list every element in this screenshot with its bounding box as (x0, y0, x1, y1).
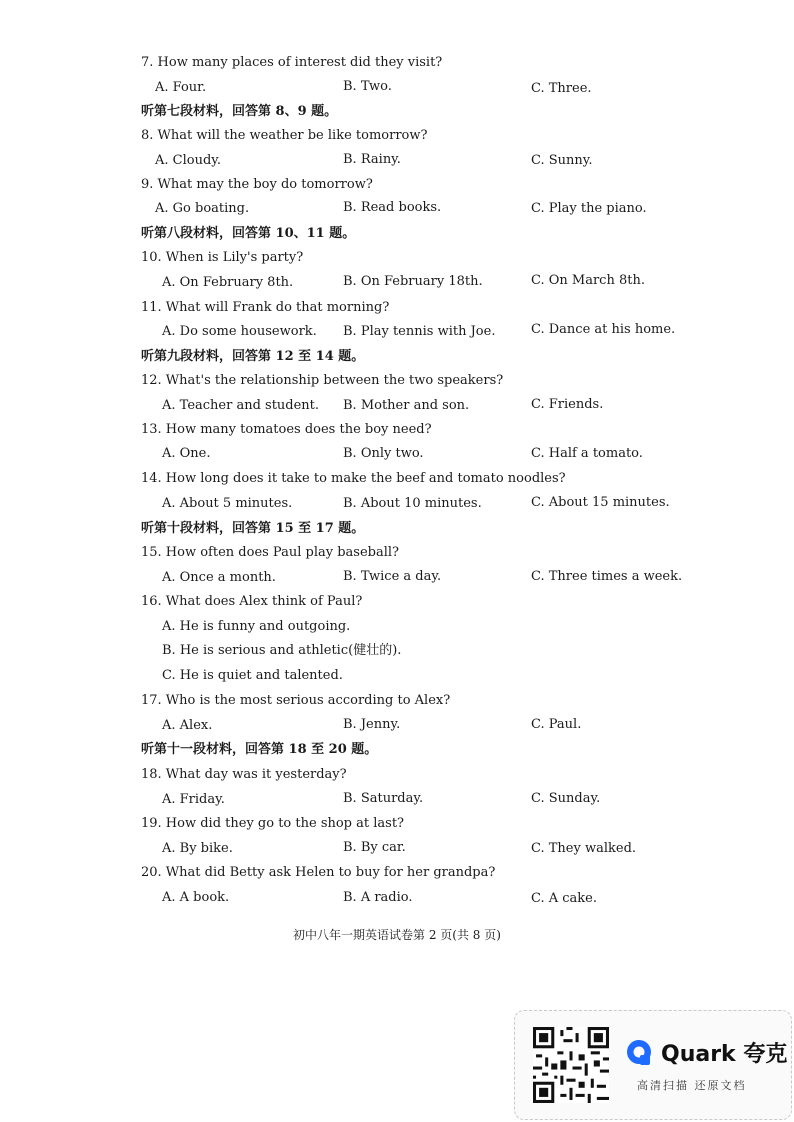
section-9-heading: 听第九段材料，回答第 12 至 14 题。 (141, 349, 365, 364)
q11-option-a: A. Do some housework. (162, 324, 317, 339)
q18-option-b: B. Saturday. (343, 791, 424, 806)
q7-option-c: C. Three. (531, 81, 592, 96)
section-7-heading: 听第七段材料，回答第 8、9 题。 (141, 104, 338, 119)
q19-option-a: A. By bike. (162, 841, 233, 856)
question-15: 15. How often does Paul play baseball? (141, 545, 400, 560)
q7-option-b: B. Two. (343, 79, 392, 94)
q18-option-c: C. Sunday. (531, 791, 601, 806)
q16-option-a: A. He is funny and outgoing. (162, 619, 351, 634)
q12-option-a: A. Teacher and student. (162, 398, 320, 413)
question-8: 8. What will the weather be like tomorrow? (141, 128, 428, 143)
question-7: 7. How many places of interest did they visit? (141, 55, 443, 70)
q17-option-c: C. Paul. (531, 717, 582, 732)
q8-option-c: C. Sunny. (531, 153, 593, 168)
question-12: 12. What's the relationship between the two speakers? (141, 373, 504, 388)
question-10: 10. When is Lily's party? (141, 250, 304, 265)
q10-option-a: A. On February 8th. (162, 275, 294, 290)
quark-watermark-badge (514, 1010, 792, 1120)
q18-option-a: A. Friday. (162, 792, 225, 807)
q13-option-b: B. Only two. (343, 446, 424, 461)
q15-option-b: B. Twice a day. (343, 569, 442, 584)
quark-brand (625, 1037, 787, 1068)
q20-option-a: A. A book. (162, 890, 230, 905)
q9-option-b: B. Read books. (343, 200, 442, 215)
q19-option-c: C. They walked. (531, 841, 637, 856)
section-10-heading: 听第十段材料，回答第 15 至 17 题。 (141, 521, 365, 536)
q11-option-b: B. Play tennis with Joe. (343, 324, 496, 339)
q15-option-c: C. Three times a week. (531, 569, 683, 584)
q19-option-b: B. By car. (343, 840, 406, 855)
q20-option-b: B. A radio. (343, 890, 413, 905)
q7-option-a: A. Four. (155, 80, 207, 95)
q14-option-a: A. About 5 minutes. (162, 496, 293, 511)
qr-code-icon (533, 1027, 609, 1103)
q16-option-b: B. He is serious and athletic(健壮的). (162, 643, 402, 658)
q15-option-a: A. Once a month. (162, 570, 276, 585)
q14-option-b: B. About 10 minutes. (343, 496, 482, 511)
q17-option-b: B. Jenny. (343, 717, 401, 732)
question-13: 13. How many tomatoes does the boy need? (141, 422, 432, 437)
question-19: 19. How did they go to the shop at last? (141, 816, 405, 831)
q8-option-a: A. Cloudy. (155, 153, 222, 168)
section-8-heading: 听第八段材料，回答第 10、11 题。 (141, 226, 356, 241)
question-11: 11. What will Frank do that morning? (141, 300, 390, 315)
q10-option-c: C. On March 8th. (531, 273, 645, 288)
q10-option-b: B. On February 18th. (343, 274, 483, 289)
q13-option-a: A. One. (162, 446, 211, 461)
q16-option-c: C. He is quiet and talented. (162, 668, 343, 683)
q20-option-c: C. A cake. (531, 891, 598, 906)
question-20: 20. What did Betty ask Helen to buy for her grandpa? (141, 865, 496, 880)
page-footer: 初中八年一期英语试卷第 2 页(共 8 页) (293, 928, 501, 942)
q11-option-c: C. Dance at his home. (531, 322, 676, 337)
q17-option-a: A. Alex. (162, 718, 213, 733)
q12-option-c: C. Friends. (531, 397, 604, 412)
question-14: 14. How long does it take to make the beef and tomato noodles? (141, 471, 566, 486)
question-9: 9. What may the boy do tomorrow? (141, 177, 373, 192)
quark-slogan: 高清扫描 还原文档 (637, 1079, 747, 1092)
q13-option-c: C. Half a tomato. (531, 446, 643, 461)
q12-option-b: B. Mother and son. (343, 398, 470, 413)
q9-option-c: C. Play the piano. (531, 201, 647, 216)
q8-option-b: B. Rainy. (343, 152, 401, 167)
question-18: 18. What day was it yesterday? (141, 767, 347, 782)
question-16: 16. What does Alex think of Paul? (141, 594, 363, 609)
section-11-heading: 听第十一段材料，回答第 18 至 20 题。 (141, 742, 378, 757)
q14-option-c: C. About 15 minutes. (531, 495, 670, 510)
question-17: 17. Who is the most serious according to Alex? (141, 693, 451, 708)
quark-logo-icon (625, 1038, 655, 1068)
quark-brand-text: Quark 夸克 (661, 1042, 788, 1067)
q9-option-a: A. Go boating. (155, 201, 250, 216)
